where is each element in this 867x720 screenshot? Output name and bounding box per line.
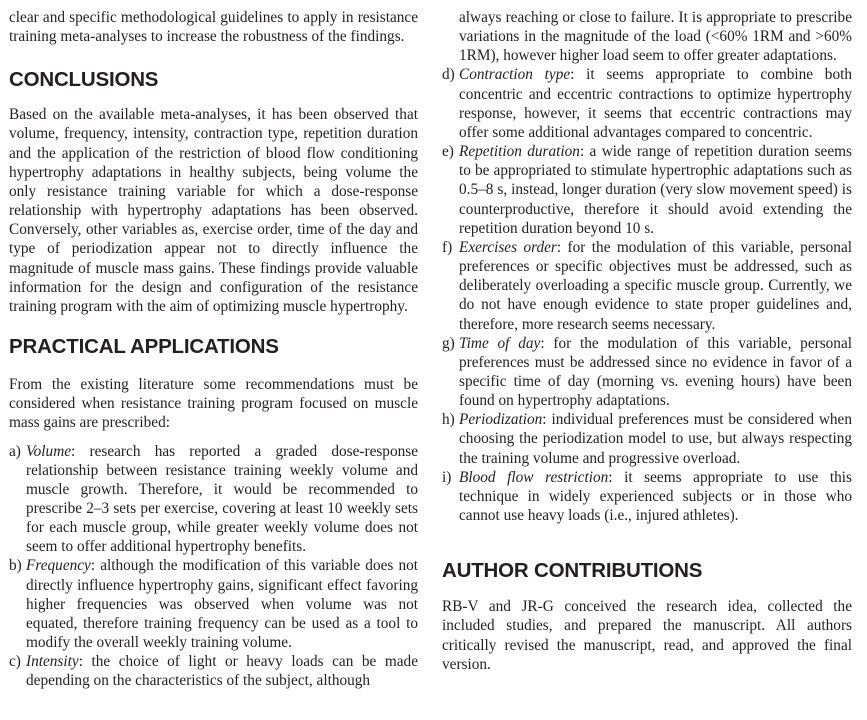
item-text: : individual preferences must be considered when choosing the periodization model to use, but always respecting the training volume and progressive overload. <box>459 411 852 467</box>
item-text: : a wide range of repetition duration seems to be appropriated to stimulate hypertrophic adaptations such as 0.5–8 s, instead, longer duration (very slow movement speed) is counterproductive, therefore it should avoid extending the repetition duration beyond 10 s. <box>459 143 852 237</box>
practical-applications-heading: PRACTICAL APPLICATIONS <box>9 335 279 359</box>
intro-paragraph: clear and specific methodological guidelines to apply in resistance training meta-analyses to increase the robustness of the findings. <box>9 9 418 46</box>
list-marker: b) <box>9 557 22 575</box>
right-column <box>442 8 852 674</box>
recommendations-list-left <box>9 442 418 691</box>
author-contributions-heading: AUTHOR CONTRIBUTIONS <box>442 559 703 583</box>
item-term: Time of day <box>459 334 541 352</box>
practical-applications-paragraph: From the existing literature some recommendations must be considered when resistance training program focused on muscle mass gains are prescribed: <box>9 376 418 432</box>
list-marker: a) <box>9 442 21 460</box>
list-item <box>442 238 852 334</box>
item-text: : research has reported a graded dose-response relationship between resistance training weekly volume and muscle growth. Therefore, it would be recommended to prescribe 2–3 sets per exercise, covering at least 10 weekly sets for each muscle group, while greater weekly volume does not seem to offer additional hypertrophy benefits. <box>26 442 418 556</box>
item-text: : it seems appropriate to combine both concentric and eccentric contractions to optimize hypertrophy response, however, it seems that eccentric contractions may offer some additional advantages compared to concentric. <box>459 66 852 141</box>
list-item <box>442 468 852 525</box>
list-item <box>9 652 418 690</box>
author-contributions-paragraph: RB-V and JR-G conceived the research idea, collected the included studies, and prepared the manuscript. All authors critically revised the manuscript, read, and approved the final version. <box>442 598 852 673</box>
list-marker: c) <box>9 653 21 671</box>
item-term: Volume <box>26 442 72 460</box>
list-marker: f) <box>442 238 453 256</box>
list-marker: h) <box>442 411 455 429</box>
item-term: Blood flow restriction <box>459 468 609 486</box>
list-marker: e) <box>442 143 454 161</box>
item-term: Periodization <box>459 411 543 429</box>
item-term: Repetition duration <box>459 143 580 161</box>
list-item <box>442 334 852 411</box>
list-marker: d) <box>442 66 455 84</box>
list-item-continuation: always reaching or close to failure. It is appropriate to prescribe variations in the magnitude of the load (<60% 1RM and >60% 1RM), however higher load seem to offer greater adaptations. <box>459 9 852 65</box>
item-term: Exercises order <box>459 238 557 256</box>
recommendations-list-right <box>442 8 852 525</box>
left-column <box>9 8 418 691</box>
item-term: Contraction type <box>459 66 571 84</box>
item-text: : for the modulation of this variable, personal preferences must be addressed since no evidence in favor of a specific time of day (morning vs. evening hours) have been found on hypertrophy adaptations. <box>459 334 852 410</box>
conclusions-heading: CONCLUSIONS <box>9 68 159 92</box>
item-text: : it seems appropriate to use this technique in widely experienced subjects or in those who cannot use heavy loads (i.e., injured athletes). <box>459 468 852 525</box>
list-item <box>442 142 852 238</box>
list-item <box>9 442 418 557</box>
list-item <box>442 410 852 467</box>
list-marker: g) <box>442 334 455 352</box>
item-term: Frequency <box>26 557 91 575</box>
item-term: Intensity <box>26 653 79 671</box>
item-text: : although the modification of this variable does not directly influence hypertrophy gains, significant effect favoring higher frequencies was observed when volume was not equated, therefore training frequency can be used as a tool to modify the overall weekly training volume. <box>26 557 418 652</box>
list-item <box>442 65 852 142</box>
list-item <box>9 556 418 652</box>
conclusions-paragraph: Based on the available meta-analyses, it has been observed that volume, frequency, intensity, contraction type, repetition duration and the application of the restriction of blood flow conditioning hypertrophy adaptations in healthy subjects, being volume the only resistance training variable for which a dose-response relationship with hypertrophy adaptations has been observed. Conversely, other variables as, exercise order, time of the day and type of periodization appear not to directly influence the magnitude of muscle mass gains. These findings provide valuable information for the design and configuration of the resistance training program with the aim of optimizing muscle hypertrophy. <box>9 106 418 315</box>
item-text: : the choice of light or heavy loads can be made depending on the characteristics of the subject, although <box>26 653 418 690</box>
item-text: : for the modulation of this variable, personal preferences or specific objectives must be addressed, such as deliberately overloading a specific muscle group. Currently, we do not have enough evidence to state proper guidelines and, therefore, more research seems necessary. <box>459 238 852 333</box>
list-marker: i) <box>442 468 452 486</box>
